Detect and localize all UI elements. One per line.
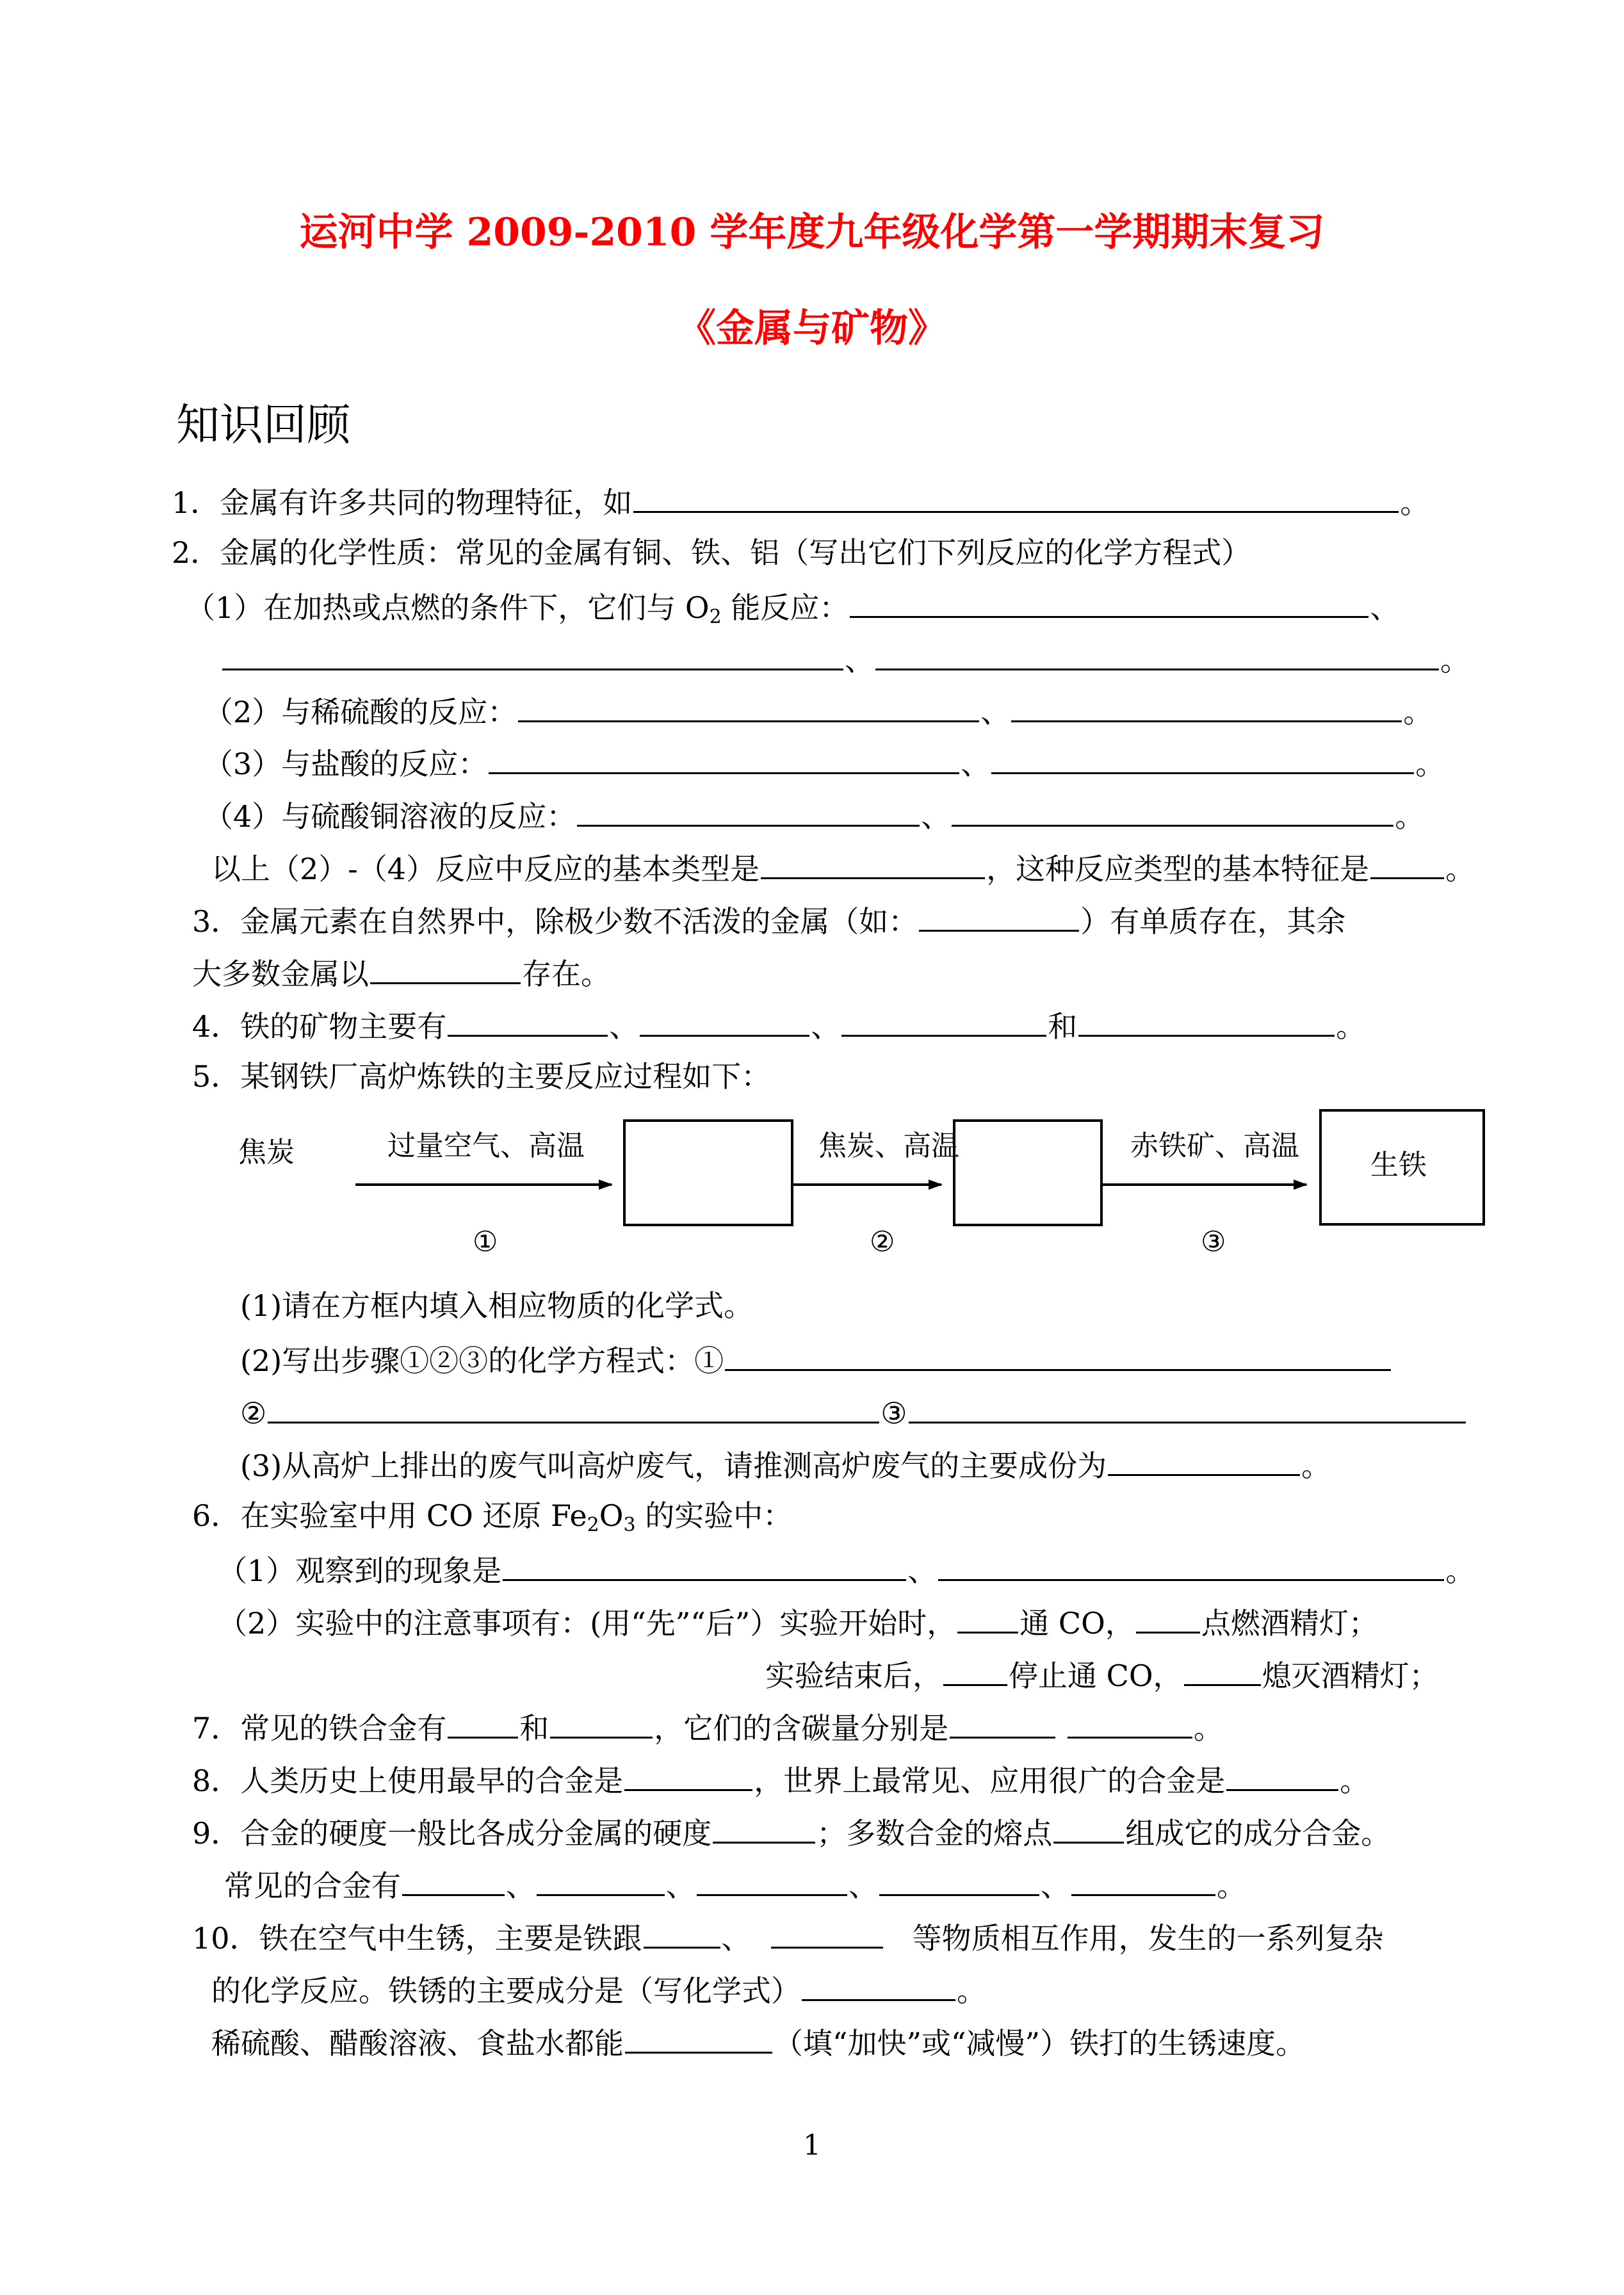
answer-blank[interactable] [550,1711,653,1739]
answer-blank[interactable] [952,799,1393,827]
question-8 [192,1764,1369,1796]
step-3-label: ③ [881,1396,907,1431]
period: 。 [1193,1711,1223,1746]
separator: 、 [907,1553,938,1588]
step-3-marker: ③ [1201,1226,1226,1258]
question-1-text: 1．金属有许多共同的物理特征，如 [172,485,633,520]
answer-blank[interactable] [950,1711,1055,1739]
period: 。 [1217,1869,1246,1903]
question-10-cont-2 [211,2026,1306,2061]
question-9-cont [224,1869,1246,1901]
flow-end-label: 生铁 [1370,1149,1427,1181]
answer-blank[interactable] [448,1711,518,1739]
question-3-line2-pre: 大多数金属以 [192,957,369,991]
answer-blank[interactable] [1136,1606,1200,1634]
answer-blank[interactable] [633,485,1399,513]
separator: 、 [980,695,1011,729]
answer-blank[interactable] [1053,1816,1124,1844]
answer-blank[interactable] [909,1396,1466,1423]
answer-blank[interactable] [761,852,985,879]
question-6-1 [218,1553,1475,1588]
separator: 、 [921,799,951,834]
separator: 、 [506,1869,535,1903]
question-5-2-text: (2)写出步骤①②③的化学方程式：① [240,1343,724,1378]
question-3 [192,904,1346,939]
answer-blank[interactable] [802,1974,955,2001]
question-2-type [211,852,1475,884]
question-6 [192,1498,793,1536]
question-6-2 [218,1606,1378,1641]
answer-blank[interactable] [640,1009,809,1037]
question-6-1-text: （1）观察到的现象是 [218,1553,502,1588]
period: 。 [1440,643,1470,677]
subscript: 2 [587,1514,599,1536]
answer-blank[interactable] [518,695,979,722]
arrow-3-label: 赤铁矿、高温 [1130,1130,1299,1162]
question-4-text: 4．铁的矿物主要有 [192,1009,447,1044]
question-6-mid: O [599,1498,624,1533]
period: 。 [957,1974,986,2008]
answer-blank[interactable] [503,1553,906,1581]
period: 。 [1395,799,1425,834]
separator: 、 [849,1869,878,1903]
separator: 、 [811,1009,841,1044]
question-6-3-a: 停止通 CO， [1009,1658,1183,1693]
box-1[interactable] [624,1121,792,1225]
reaction-type-text: 以上（2）-（4）反应中反应的基本类型是 [211,852,760,886]
answer-blank[interactable] [697,1869,847,1896]
question-2-1-pre: （1）在加热或点燃的条件下，它们与 O [186,590,710,625]
subscript: 2 [709,606,722,628]
question-9-text: 9．合金的硬度一般比各成分金属的硬度 [192,1816,712,1851]
period: 。 [1340,1764,1370,1798]
question-5-1-text: (1)请在方框内填入相应物质的化学式。 [240,1288,754,1323]
answer-blank[interactable] [625,2026,772,2054]
question-2-1 [186,590,1400,628]
answer-blank[interactable] [402,1869,505,1896]
answer-blank[interactable] [1078,1009,1335,1037]
answer-blank[interactable] [771,1921,883,1949]
reaction-feature-text: ，这种反应类型的基本特征是 [986,852,1370,886]
answer-blank[interactable] [1370,852,1444,879]
question-10-cont [211,1974,986,2006]
step-2-marker: ② [870,1226,895,1258]
question-8-mid: ，世界上最常见、应用很广的合金是 [754,1764,1226,1798]
answer-blank[interactable] [841,1009,1046,1037]
question-6-2-a: 通 CO， [1019,1606,1135,1641]
question-5 [192,1059,771,1094]
question-2-2-text: （2）与稀硫酸的反应： [204,695,517,729]
question-9 [192,1816,1391,1851]
answer-blank[interactable] [268,1396,879,1423]
period: 。 [1445,1553,1475,1588]
period: 。 [1445,852,1475,886]
question-3-cont [192,957,610,989]
question-2 [172,535,1251,570]
period: 。 [1403,695,1433,729]
question-10-line3-pre: 稀硫酸、醋酸溶液、食盐水都能 [211,2026,624,2061]
question-5-2 [240,1343,1392,1378]
answer-blank[interactable] [1071,1869,1215,1896]
answer-blank[interactable] [537,1869,665,1896]
answer-blank[interactable] [938,1553,1444,1581]
answer-blank[interactable] [957,1606,1018,1634]
and-text: 和 [1048,1009,1078,1044]
period: 。 [1336,1009,1366,1044]
question-3-text: 3．金属元素在自然界中，除极少数不活泼的金属（如： [192,904,918,939]
question-9-line2: 常见的合金有 [224,1869,401,1903]
document-title: 运河中学 2009-2010 学年度九年级化学第一学期期末复习 [299,210,1325,255]
answer-blank[interactable] [370,957,521,984]
question-3-line2-post: 存在。 [522,957,610,991]
answer-blank[interactable] [1011,695,1402,722]
period: 。 [1415,747,1445,781]
arrow-2-label: 焦炭、高温 [818,1130,959,1162]
period: 。 [1400,485,1430,520]
question-6-2-b: 点燃酒精灯； [1201,1606,1378,1641]
question-2-1-post: 能反应： [721,590,849,625]
question-5-3 [240,1448,1331,1483]
flow-start-label: 焦炭 [238,1136,295,1169]
question-5-3-text: (3)从高炉上排出的废气叫高炉废气，请推测高炉废气的主要成份为 [240,1448,1107,1483]
subscript: 3 [623,1514,636,1536]
question-3-text2: ）有单质存在，其余 [1080,904,1346,939]
step-1-marker: ① [473,1226,498,1258]
separator: 、 [1041,1869,1070,1903]
separator: 、 [721,1921,751,1956]
answer-blank[interactable] [919,904,1079,932]
answer-blank[interactable] [1108,1448,1300,1476]
answer-blank[interactable] [222,643,843,670]
question-2-3-text: （3）与盐酸的反应： [204,747,488,781]
question-6-pre: 6．在实验室中用 CO 还原 Fe [192,1498,587,1533]
question-6-2-pre: （2）实验中的注意事项有：(用“先”“后”）实验开始时， [218,1606,957,1641]
answer-blank[interactable] [1226,1764,1338,1791]
answer-blank[interactable] [448,1009,608,1037]
question-10-mid: 等物质相互作用，发生的一系列复杂 [912,1921,1384,1956]
question-7 [192,1711,1223,1746]
separator: 、 [609,1009,639,1044]
period: 。 [1301,1448,1331,1483]
answer-blank[interactable] [725,1343,1391,1371]
answer-blank[interactable] [991,747,1414,774]
question-2-2 [204,695,1433,727]
question-2-4-text: （4）与硫酸铜溶液的反应： [204,799,576,834]
question-5-2-cont [240,1396,1467,1431]
question-9-post: 组成它的成分合金。 [1125,1816,1391,1851]
document-subtitle: 《金属与矿物》 [678,306,946,351]
question-7-mid: ，它们的含碳量分别是 [654,1711,949,1746]
answer-blank[interactable] [489,747,959,774]
question-10 [192,1921,1384,1956]
answer-blank[interactable] [850,590,1368,618]
question-6-3-pre: 实验结束后， [765,1658,942,1693]
question-6-post: 的实验中： [635,1498,793,1533]
and-text: 和 [519,1711,549,1746]
step-2-label: ② [240,1396,267,1431]
question-5-text: 5．某钢铁厂高炉炼铁的主要反应过程如下： [192,1059,771,1094]
answer-blank[interactable] [1068,1711,1192,1739]
question-2-1-cont [221,643,1470,675]
question-10-line2-pre: 的化学反应。铁锈的主要成分是（写化学式） [211,1974,800,2008]
arrow-1-label: 过量空气、高温 [387,1130,585,1162]
question-2-3 [204,747,1445,779]
separator: 、 [1370,590,1400,625]
separator: 、 [845,643,874,677]
answer-blank[interactable] [713,1816,815,1844]
separator: 、 [666,1869,695,1903]
question-6-3-b: 熄灭酒精灯； [1262,1658,1439,1693]
answer-blank[interactable] [644,1921,720,1949]
question-6-3 [765,1658,1439,1691]
answer-blank[interactable] [943,1658,1007,1686]
question-8-text: 8．人类历史上使用最早的合金是 [192,1764,624,1798]
question-7-text: 7．常见的铁合金有 [192,1711,447,1746]
answer-blank[interactable] [624,1764,752,1791]
question-9-mid: ；多数合金的熔点 [816,1816,1053,1851]
question-1 [172,485,1430,520]
answer-blank[interactable] [577,799,920,827]
question-2-4 [204,799,1425,834]
answer-blank[interactable] [1184,1658,1261,1686]
question-4 [192,1009,1366,1044]
question-2-text: 2．金属的化学性质：常见的金属有铜、铁、铝（写出它们下列反应的化学方程式） [172,535,1251,570]
separator: 、 [961,747,991,781]
box-2[interactable] [954,1121,1101,1225]
section-heading: 知识回顾 [176,400,351,451]
answer-blank[interactable] [875,643,1439,670]
question-10-line3-post: （填“加快”或“减慢”）铁打的生锈速度。 [774,2026,1306,2061]
question-10-text: 10．铁在空气中生锈，主要是铁跟 [192,1921,642,1956]
question-5-1 [240,1288,754,1323]
page-number: 1 [803,2129,821,2162]
answer-blank[interactable] [879,1869,1039,1896]
